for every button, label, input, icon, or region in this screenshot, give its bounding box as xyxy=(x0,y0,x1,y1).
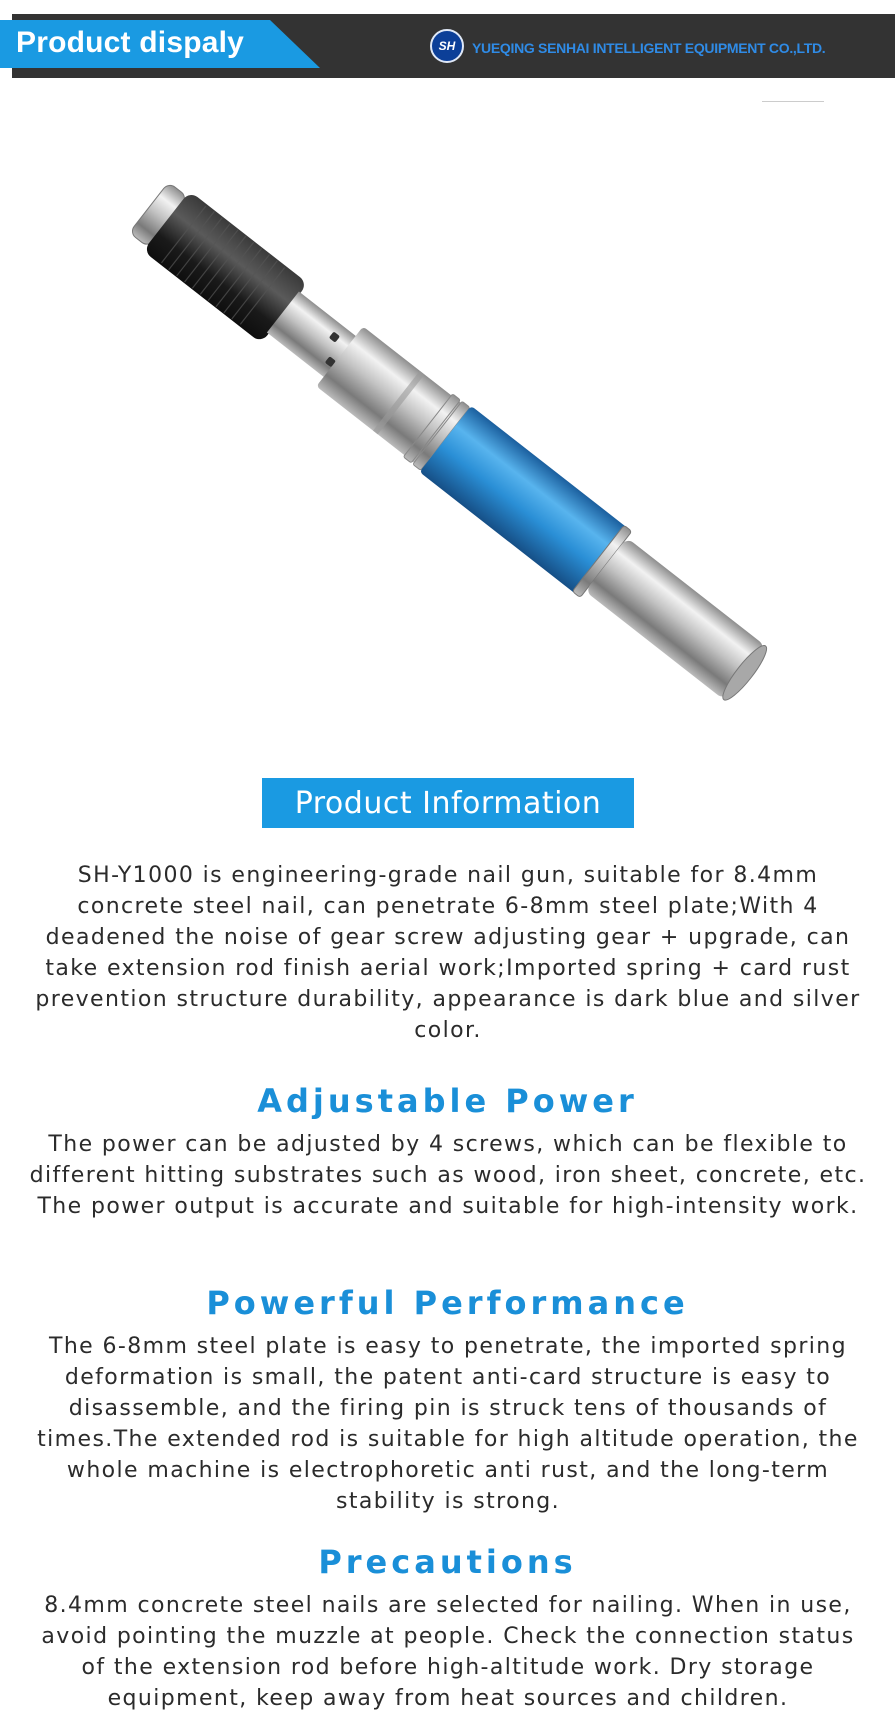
page-title: Product dispaly xyxy=(16,26,245,59)
divider xyxy=(762,101,824,102)
section-title-precautions: Precautions xyxy=(318,1543,577,1581)
company-logo-icon xyxy=(430,29,464,63)
logo-text: SH xyxy=(438,39,456,53)
section-body-powerful-performance: The 6-8mm steel plate is easy to penetrate, the imported spring deformation is small, the patent anti-card structure is easy to disassemble, and the firing pin is struck tens of thousands of times.The extended rod is suitable for high altitude operation, the whole machine is electrophoretic anti rust, and the long-term stability is strong. xyxy=(37,1334,859,1514)
product-description: SH-Y1000 is engineering-grade nail gun, suitable for 8.4mm concrete steel nail, can penetrate 6-8mm steel plate;With 4 deadened the noise of gear screw adjusting gear + upgrade, can take extension rod finish aerial work;Imported spring + card rust prevention structure durability, appearance is dark blue and silver color. xyxy=(35,863,861,1043)
section-title-powerful-performance: Powerful Performance xyxy=(206,1284,689,1322)
company-name: YUEQING SENHAI INTELLIGENT EQUIPMENT CO.,LTD. xyxy=(472,40,826,56)
section-body-precautions: 8.4mm concrete steel nails are selected for nailing. When in use, avoid pointing the muzzle at people. Check the connection status of the extension rod before high-altitude work. Dry storage equipment, keep away from heat sources and children. xyxy=(41,1593,855,1711)
section-title-adjustable-power: Adjustable Power xyxy=(257,1082,638,1120)
nail-gun-product-image xyxy=(0,120,895,740)
section-body-adjustable-power: The power can be adjusted by 4 screws, which can be flexible to different hitting substrates such as wood, iron sheet, concrete, etc. The power output is accurate and suitable for high-intensity work. xyxy=(29,1132,867,1219)
product-information-label: Product Information xyxy=(262,778,634,828)
